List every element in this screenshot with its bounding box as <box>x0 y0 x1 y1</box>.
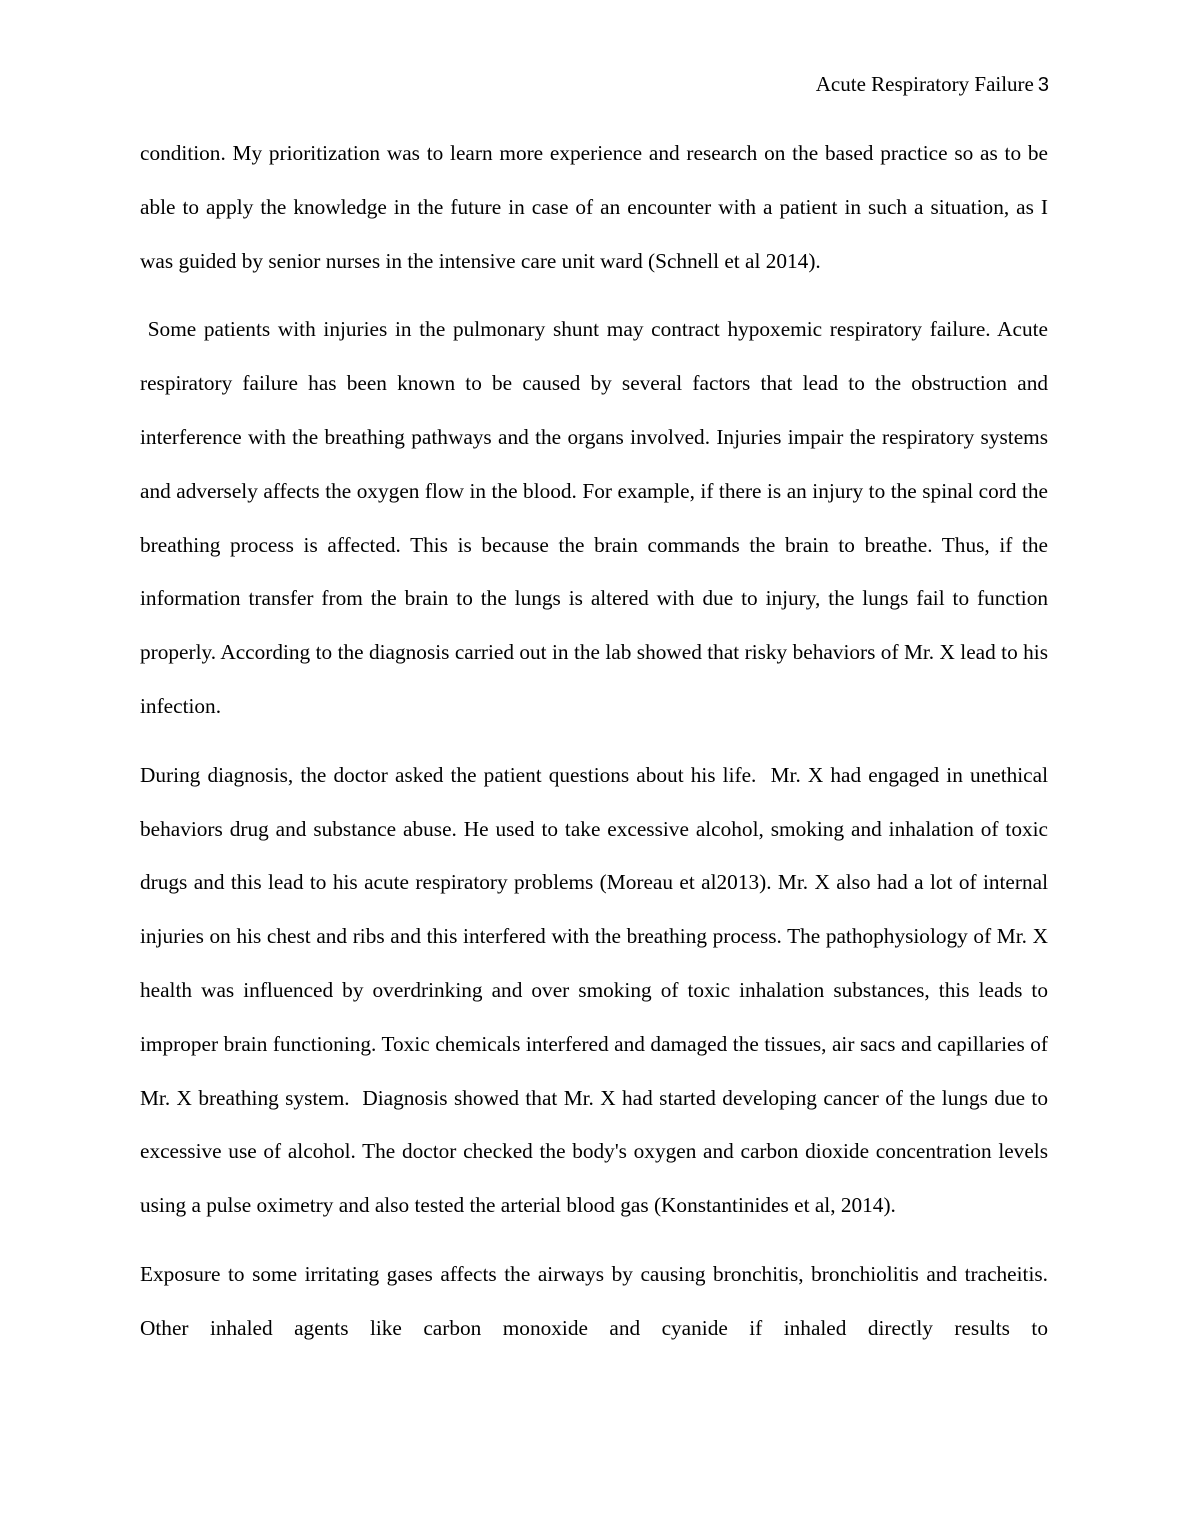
page-number: 3 <box>1037 74 1049 96</box>
running-head-title: Acute Respiratory Failure <box>815 72 1034 96</box>
body-text <box>140 127 1048 1371</box>
paragraph-2: Some patients with injuries in the pulmonary shunt may contract hypoxemic respiratory failure. Acute respiratory failure has been known to be caused by several factors that lead to the obstruction and interference with the breathing pathways and the organs involved. Injuries impair the respiratory systems and adversely affects the oxygen flow in the blood. For example, if there is an injury to the spinal cord the breathing process is affected. This is because the brain commands the brain to breathe. Thus, if the information transfer from the brain to the lungs is altered with due to injury, the lungs fail to function properly. According to the diagnosis carried out in the lab showed that risky behaviors of Mr. X lead to his infection. <box>140 317 1048 718</box>
paragraph-1: condition. My prioritization was to learn more experience and research on the based practice so as to be able to apply the knowledge in the future in case of an encounter with a patient in such a situation, as I was guided by senior nurses in the intensive care unit ward (Schnell et al 2014). <box>140 141 1048 273</box>
paragraph-4: Exposure to some irritating gases affects the airways by causing bronchitis, bronchiolitis and tracheitis. Other inhaled agents like carbon monoxide and cyanide if inhaled directly results to <box>140 1261 1048 1340</box>
paragraph-3: During diagnosis, the doctor asked the patient questions about his life. Mr. X had engaged in unethical behaviors drug and substance abuse. He used to take excessive alcohol, smoking and inhalation of toxic drugs and this lead to his acute respiratory problems (Moreau et al2013). Mr. X also had a lot of internal injuries on his chest and ribs and this interfered with the breathing process. The pathophysiology of Mr. X health was influenced by overdrinking and over smoking of toxic inhalation substances, this leads to improper brain functioning. Toxic chemicals interfered and damaged the tissues, air sacs and capillaries of Mr. X breathing system. Diagnosis showed that Mr. X had started developing cancer of the lungs due to excessive use of alcohol. The doctor checked the body's oxygen and carbon dioxide concentration levels using a pulse oximetry and also tested the arterial blood gas (Konstantinides et al, 2014). <box>140 762 1048 1218</box>
running-head <box>816 70 1049 99</box>
